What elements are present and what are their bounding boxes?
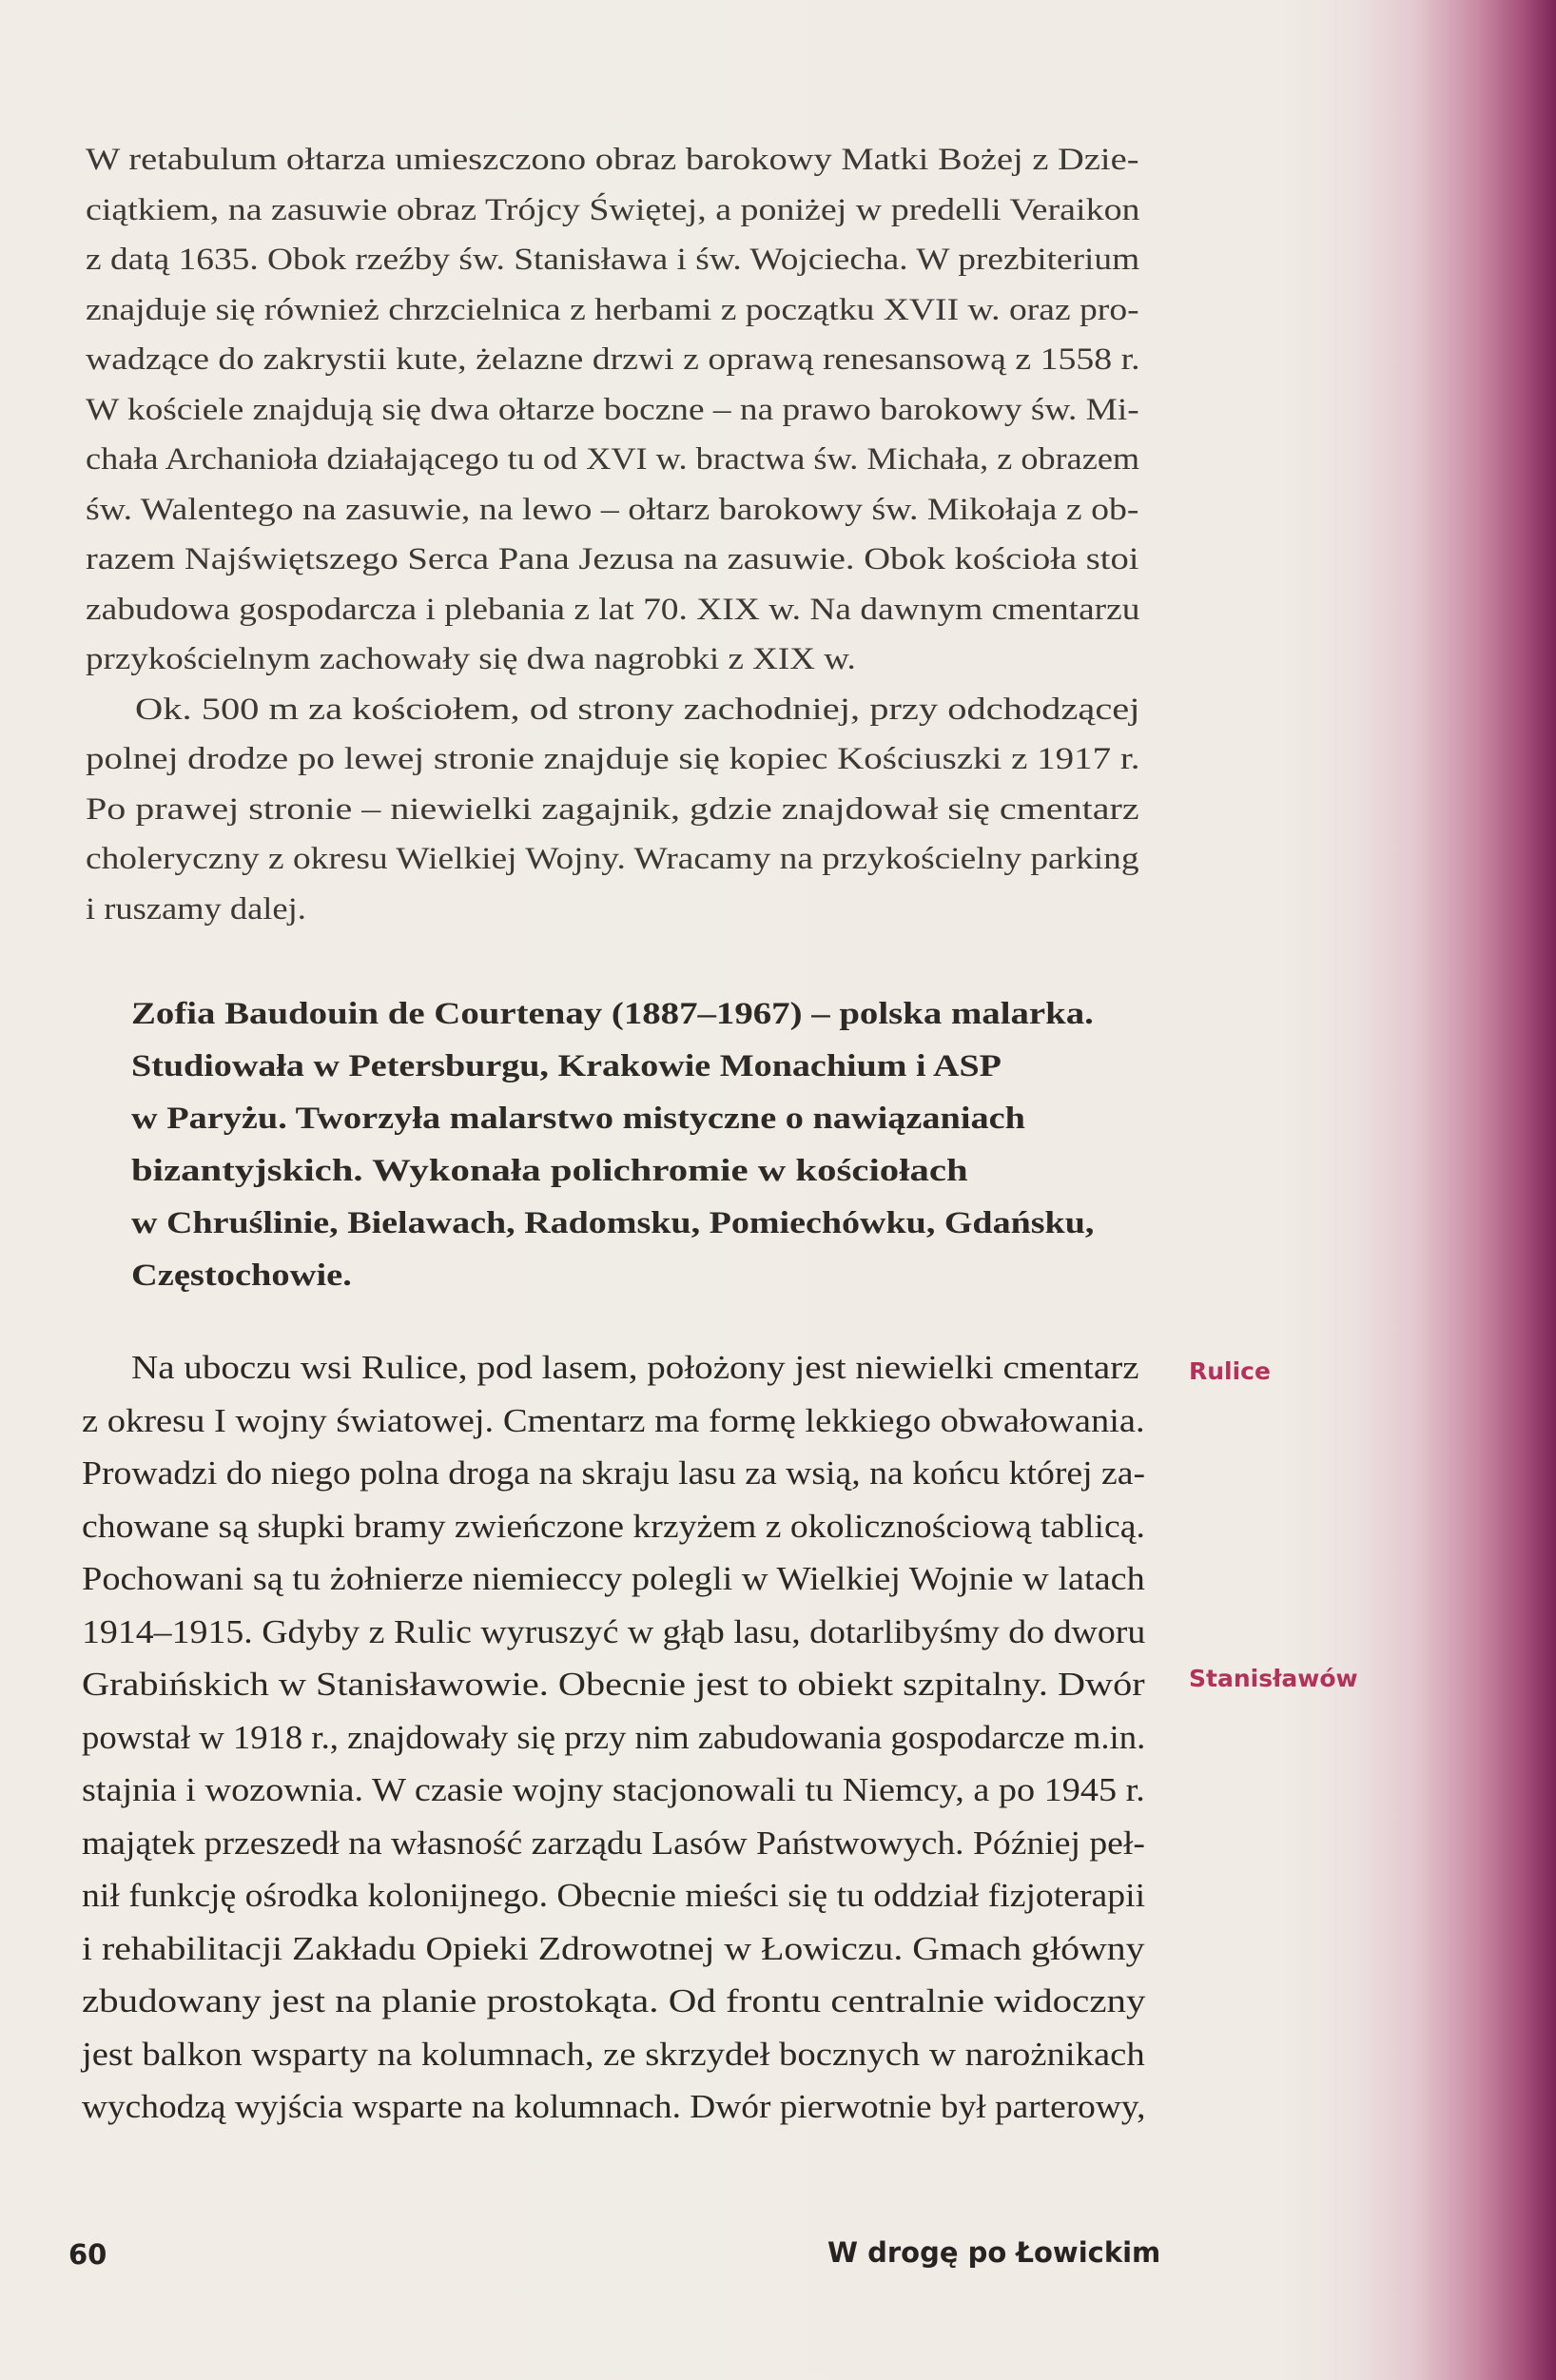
text-line: Pochowani są tu żołnierze niemieccy polegli w Wielkiej Wojnie w latach: [82, 1560, 1145, 1597]
text-line: zbudowany jest na planie prostokąta. Od frontu centralnie widoczny: [82, 1982, 1146, 2019]
text-line: polnej drodze po lewej stronie znajduje się kopiec Kościuszki z 1917 r.: [86, 742, 1140, 776]
text-line: chała Archanioła działającego tu od XVI w. bractwa św. Michała, z obrazem: [86, 442, 1140, 477]
text-line: z okresu I wojny światowej. Cmentarz ma formę lekkiego obwałowania.: [82, 1401, 1145, 1439]
text-line: św. Walentego na zasuwie, na lewo – ołtarz barokowy św. Mikołaja z ob-: [86, 492, 1139, 527]
text-line: wadzące do zakrystii kute, żelazne drzwi z oprawą renesansową z 1558 r.: [86, 342, 1140, 377]
bio-line: w Paryżu. Tworzyła malarstwo mistyczne o nawiązaniach: [131, 1102, 1025, 1136]
text-line: i rehabilitacji Zakładu Opieki Zdrowotnej w Łowiczu. Gmach główny: [82, 1929, 1145, 1967]
bio-line: w Chruślinie, Bielawach, Radomsku, Pomiechówku, Gdańsku,: [131, 1206, 1095, 1240]
text-line: majątek przeszedł na własność zarządu Lasów Państwowych. Później peł-: [82, 1824, 1145, 1862]
text-line: Ok. 500 m za kościołem, od strony zachodniej, przy odchodzącej: [135, 692, 1140, 727]
text-line: W retabulum ołtarza umieszczono obraz barokowy Matki Bożej z Dzie-: [86, 143, 1139, 177]
text-line: ciątkiem, na zasuwie obraz Trójcy Świętej, a poniżej w predelli Veraikon: [86, 192, 1140, 227]
text-line: jest balkon wsparty na kolumnach, ze skrzydeł bocznych w narożnikach: [82, 2035, 1145, 2073]
bio-line: Częstochowie.: [131, 1258, 352, 1293]
text-line: stajnia i wozownia. W czasie wojny stacjonowali tu Niemcy, a po 1945 r.: [82, 1771, 1145, 1808]
text-line: przykościelnym zachowały się dwa nagrobki z XIX w.: [86, 642, 856, 676]
margin-note-stanislawow: Stanisławów: [1189, 1665, 1358, 1692]
text-line: Prowadzi do niego polna droga na skraju lasu za wsią, na końcu której za-: [82, 1454, 1146, 1492]
text-line: Grabińskich w Stanisławowie. Obecnie jest to obiekt szpitalny. Dwór: [82, 1666, 1145, 1703]
text-line: z datą 1635. Obok rzeźby św. Stanisława i św. Wojciecha. W prezbiterium: [86, 243, 1140, 277]
text-line: i ruszamy dalej.: [86, 891, 306, 927]
bio-line: Zofia Baudouin de Courtenay (1887–1967) – polska malarka.: [131, 997, 1094, 1031]
text-line: chowane są słupki bramy zwieńczone krzyżem z okolicznościową tablicą.: [82, 1507, 1145, 1545]
text-line: Po prawej stronie – niewielki zagajnik, gdzie znajdował się cmentarz: [86, 791, 1139, 827]
text-line: znajduje się również chrzcielnica z herbami z początku XVII w. oraz pro-: [86, 292, 1139, 327]
text-line: wychodzą wyjścia wsparte na kolumnach. Dwór pierwotnie był parterowy,: [82, 2088, 1146, 2125]
text-line: choleryczny z okresu Wielkiej Wojny. Wracamy na przykościelny parking: [86, 842, 1139, 876]
bio-line: Studiowała w Petersburgu, Krakowie Monachium i ASP: [131, 1049, 1002, 1083]
text-line: zabudowa gospodarcza i plebania z lat 70. XIX w. Na dawnym cmentarzu: [86, 592, 1140, 627]
text-line: razem Najświętszego Serca Pana Jezusa na zasuwie. Obok kościoła stoi: [86, 542, 1139, 576]
running-title: W drogę po Łowickim: [827, 2236, 1161, 2269]
bio-line: bizantyjskich. Wykonała polichromie w kościołach: [131, 1154, 968, 1188]
text-line: nił funkcję ośrodka kolonijnego. Obecnie mieści się tu oddział fizjoterapii: [82, 1877, 1146, 1914]
margin-note-rulice: Rulice: [1189, 1357, 1271, 1385]
text-line: W kościele znajdują się dwa ołtarze boczne – na prawo barokowy św. Mi-: [86, 392, 1139, 427]
text-line: 1914–1915. Gdyby z Rulic wyruszyć w głąb lasu, dotarlibyśmy do dworu: [82, 1612, 1146, 1650]
text-line: powstał w 1918 r., znajdowały się przy nim zabudowania gospodarcze m.in.: [82, 1718, 1146, 1756]
page-number: 60: [68, 2238, 107, 2271]
text-line: Na uboczu wsi Rulice, pod lasem, położony jest niewielki cmentarz: [131, 1349, 1139, 1386]
